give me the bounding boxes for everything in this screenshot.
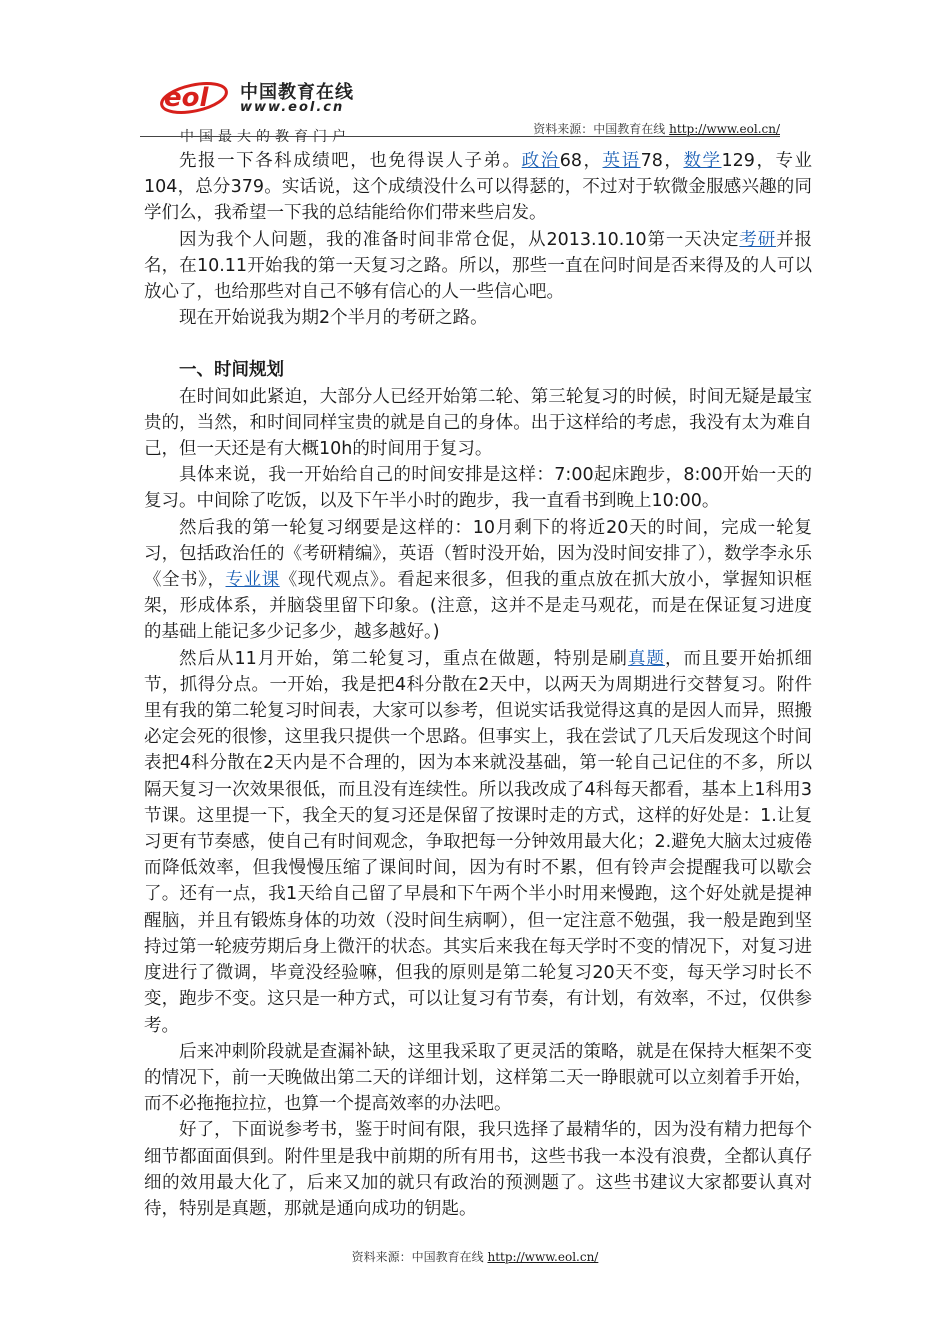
article-body <box>144 148 812 1222</box>
eol-logo[interactable] <box>160 74 390 145</box>
link-politics[interactable]: 政治 <box>521 151 560 171</box>
page-header <box>140 64 780 145</box>
link-major-course[interactable]: 专业课 <box>225 570 280 591</box>
paragraph-background: 因为我个人问题，我的准备时间非常仓促，从2013.10.10第一天决定考研并报名，在10.11开始我的第一天复习之路。所以，那些一直在问时间是否来得及的人可以放心了，也给那些对自己不够有信心的人一些信心吧。 <box>144 229 813 303</box>
paragraph-intro: 现在开始说我为期2个半月的考研之路。 <box>179 308 488 329</box>
paragraph-reference-books: 好了，下面说参考书，鉴于时间有限，我只选择了最精华的，因为没有精力把每个细节都面面俱到。附件里是我中前期的所有用书，这些书我一本没有浪费，全都认真仔细的效用最大化了，后来又加的就只有政治的预测题了。这些书建议大家都要认真对待，特别是真题，那就是通向成功的钥匙。 <box>144 1120 812 1219</box>
paragraph-second-round: 然后从11月开始，第二轮复习，重点在做题，特别是刷真题，而且要开始抓细节，抓得分点。一开始，我是把4科分散在2天中，以两天为周期进行交替复习。附件里有我的第二轮复习时间表，大家可以参考，但说实话我觉得这真的是因人而异，照搬必定会死的很惨，这里我只提供一个思路。但事实上，我在尝试了几天后发现这个时间表把4科分散在2天内是不合理的，因为本来就没基础，第一轮自己记住的不多，所以隔天复习一次效果很低，而且没有连续性。所以我改成了4科每天都看，基本上1科用3节课。这里提一下，我全天的复习还是保留了按课时走的方式，这样的好处是：1.让复习更有节奏感，使自己有时间观念，争取把每一分钟效用最大化；2.避免大脑太过疲倦而降低效率，但我慢慢压缩了课间时间，因为有时不累，但有铃声会提醒我可以歇会了。还有一点，我1天给自己留了早晨和下午两个半小时用来慢跑，这个好处就是提神醒脑，并且有锻炼身体的功效（没时间生病啊），但一定注意不勉强，我一般是跑到坚持过第一轮疲劳期后身上微汗的状态。其实后来我在每天学时不变的情况下，对复习进度进行了微调，毕竟没经验嘛，但我的原则是第二轮复习20天不变，每天学习时长不变，跑步不变。这只是一种方式，可以让复习有节奏，有计划，有效率，不过，仅供参考。 <box>144 648 812 1036</box>
header-divider <box>140 136 780 137</box>
link-math[interactable]: 数学 <box>683 151 722 171</box>
link-kaoyan[interactable]: 考研 <box>739 229 777 250</box>
footer-source-label: 资料来源：中国教育在线 <box>351 1250 484 1264</box>
header-source-label: 资料来源：中国教育在线 <box>533 122 666 136</box>
header-source-link[interactable]: http://www.eol.cn/ <box>669 122 780 136</box>
paragraph-time-2: 具体来说，我一开始给自己的时间安排是这样：7:00起床跑步，8:00开始一天的复习。中间除了吃饭，以及下午半小时的跑步，我一直看书到晚上10:00。 <box>144 465 812 512</box>
logo-site-name: 中国教育在线 <box>240 82 354 103</box>
paragraph-time-1: 在时间如此紧迫，大部分人已经开始第二轮、第三轮复习的时候，时间无疑是最宝贵的，当然，和时间同样宝贵的就是自己的身体。出于这样给的考虑，我没有太为难自己，但一天还是有大概10h的时间用于复习。 <box>144 386 812 460</box>
paragraph-sprint: 后来冲刺阶段就是查漏补缺，这里我采取了更灵活的策略，就是在保持大框架不变的情况下，前一天晚做出第二天的详细计划，这样第二天一睁眼就可以立刻着手开始，而不必拖拖拉拉，也算一个提高效率的办法吧。 <box>144 1041 812 1115</box>
header-source <box>533 120 780 137</box>
link-english[interactable]: 英语 <box>602 151 641 171</box>
paragraph-first-round: 然后我的第一轮复习纲要是这样的：10月剩下的将近20天的时间，完成一轮复习，包括政治任的《考研精编》，英语（暂时没开始，因为没时间安排了），数学李永乐《全书》，专业课《现代观点》。看起来很多，但我的重点放在抓大放小，掌握知识框架，形成体系，并脑袋里留下印象。(注意，这并不是走马观花，而是在保证复习进度的基础上能记多少记多少，越多越好。) <box>144 517 813 643</box>
logo-mark-text: eol <box>164 83 209 113</box>
page-footer <box>0 1248 950 1265</box>
logo-slogan: 中国最大的教育门户 <box>180 129 351 145</box>
spacer <box>144 331 812 357</box>
logo-url: www.eol.cn <box>240 100 345 115</box>
footer-source-link[interactable]: http://www.eol.cn/ <box>487 1250 599 1264</box>
link-past-exams[interactable]: 真题 <box>627 648 665 669</box>
section-title-time-planning: 一、时间规划 <box>179 360 284 381</box>
eol-logo-mark <box>160 76 234 116</box>
paragraph-scores: 先报一下各科成绩吧，也免得误人子弟。政治68，英语78，数学129，专业104，总分379。实话说，这个成绩没什么可以得瑟的，不过对于软微金服感兴趣的同学们么，我希望一下我的总结能给你们带来些启发。 <box>144 151 813 224</box>
